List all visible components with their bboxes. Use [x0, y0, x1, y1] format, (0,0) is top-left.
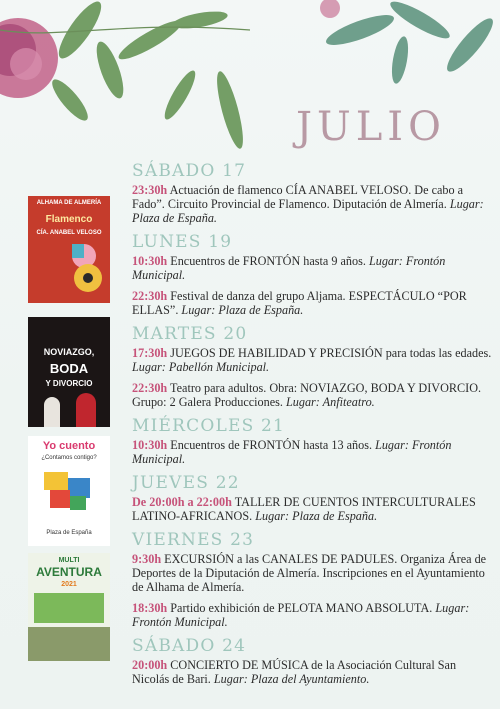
storytelling-poster — [28, 436, 110, 546]
event-description: Actuación de flamenco CÍA ANABEL VELOSO. De cabo a Fado”. Circuito Provincial de Flamenco. Diputación de Almería. — [132, 183, 464, 211]
event-time: 23:30h — [132, 183, 168, 197]
poster-text: ¿Contamos contigo? — [41, 455, 97, 461]
leaves-right-icon — [320, 0, 499, 85]
event-info-block — [34, 593, 104, 623]
event-location: Lugar: Plaza de España. — [255, 509, 378, 523]
event-location: Lugar: Plaza de España. — [181, 303, 304, 317]
event-time: 10:30h — [132, 438, 168, 452]
event-schedule — [132, 162, 494, 694]
event-location: Lugar: Plaza del Ayuntamiento. — [213, 672, 370, 686]
event-location: Lugar: Frontón Municipal. — [132, 438, 452, 466]
event-entry — [132, 381, 494, 409]
day-title: JUEVES 22 — [132, 473, 240, 493]
event-description: EXCURSIÓN a las CANALES DE PADULES. Organiza Área de Deportes de la Diputación de Almería. Inscripciones en el Ayuntamiento de Alhama de Almería. — [132, 552, 487, 594]
day-block — [132, 325, 494, 409]
day-block — [132, 233, 494, 317]
multiaventura-poster — [28, 553, 110, 661]
event-location: Lugar: Frontón Municipal. — [132, 254, 446, 282]
poster-text: 2021 — [61, 581, 77, 588]
event-time: 22:30h — [132, 381, 168, 395]
event-entry — [132, 552, 494, 594]
event-entry — [132, 658, 494, 686]
activity-photo — [28, 627, 110, 661]
actress-figure — [76, 393, 96, 427]
day-title: SÁBADO 17 — [132, 161, 247, 181]
event-description: TALLER DE CUENTOS INTERCULTURALES LATINO-AFRICANOS. — [132, 495, 476, 523]
event-location: Lugar: Plaza de España. — [132, 197, 484, 225]
event-description: Festival de danza del grupo Aljama. ESPECTÁCULO “POR ELLAS”. — [132, 289, 467, 317]
poster-text: Plaza de España — [46, 530, 92, 536]
flamenco-poster — [28, 196, 110, 303]
actor-figure — [44, 397, 60, 427]
day-title: MIÉRCOLES 21 — [132, 416, 286, 436]
poster-text: Flamenco — [45, 214, 93, 225]
day-title: SÁBADO 24 — [132, 636, 247, 656]
poster-text: Y DIVORCIO — [45, 379, 93, 388]
day-title: MARTES 20 — [132, 324, 248, 344]
poster-text: ALHAMA DE ALMERÍA — [36, 200, 102, 206]
event-entry — [132, 254, 494, 282]
event-description: Encuentros de FRONTÓN hasta 13 años. — [170, 438, 373, 452]
leaves-left-icon — [47, 0, 248, 151]
day-block — [132, 162, 494, 225]
day-block — [132, 417, 494, 466]
event-location: Lugar: Pabellón Municipal. — [132, 360, 270, 374]
event-description: Encuentros de FRONTÓN hasta 9 años. — [170, 254, 366, 268]
event-entry — [132, 495, 494, 523]
day-title: VIERNES 23 — [132, 530, 255, 550]
event-time: 17:30h — [132, 346, 168, 360]
event-entry — [132, 601, 494, 629]
day-block — [132, 637, 494, 686]
event-time: 10:30h — [132, 254, 168, 268]
event-description: Partido exhibición de PELOTA MANO ABSOLUTA. — [170, 601, 433, 615]
day-title: LUNES 19 — [132, 232, 233, 252]
poster-text: BODA — [49, 361, 89, 376]
event-location: Lugar: Frontón Municipal. — [132, 601, 470, 629]
poster-text: Yo cuento — [42, 440, 96, 452]
event-entry — [132, 346, 494, 374]
day-block — [132, 531, 494, 629]
guitar-graphic — [66, 240, 106, 300]
event-description: CONCIERTO DE MÚSICA de la Asociación Cultural San Nicolás de Bari. — [132, 658, 457, 686]
event-entry — [132, 183, 494, 225]
day-block — [132, 474, 494, 523]
month-title: JULIO — [296, 104, 446, 150]
poster-text: MULTI — [58, 557, 80, 564]
theatre-poster — [28, 317, 110, 427]
poster-text: AVENTURA — [36, 565, 102, 579]
peony-flower-icon — [0, 18, 58, 98]
poster-text: NOVIAZGO, — [43, 347, 95, 357]
event-entry — [132, 438, 494, 466]
event-time: 20:00h — [132, 658, 168, 672]
event-description: Teatro para adultos. Obra: NOVIAZGO, BODA Y DIVORCIO. Grupo: 2 Galera Producciones. — [132, 381, 482, 409]
poster-text: CÍA. ANABEL VELOSO — [36, 230, 102, 236]
event-time: 9:30h — [132, 552, 162, 566]
event-time: De 20:00h a 22:00h — [132, 495, 232, 509]
event-entry — [132, 289, 494, 317]
event-time: 18:30h — [132, 601, 168, 615]
map-collage-graphic — [40, 466, 100, 514]
event-description: JUEGOS DE HABILIDAD Y PRECISIÓN para todas las edades. — [170, 346, 492, 360]
event-location: Lugar: Anfiteatro. — [286, 395, 375, 409]
event-time: 22:30h — [132, 289, 168, 303]
